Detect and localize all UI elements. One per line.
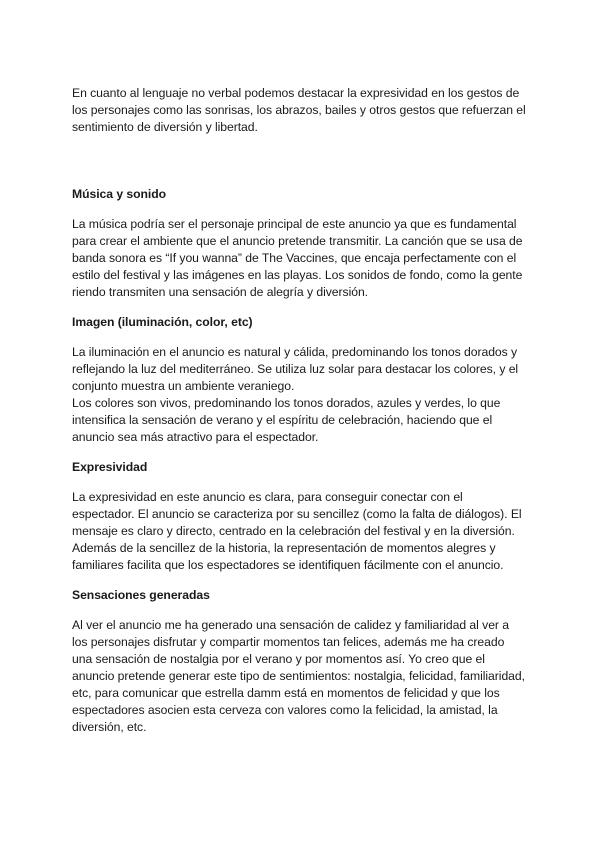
- text-line: banda sonora es “If you wanna” de The Vaccines, que encaja perfectamente con el: [72, 251, 517, 265]
- text-line: familiares facilita que los espectadores se identifiquen fácilmente con el anuncio.: [72, 558, 504, 572]
- text-line: estilo del festival y las imágenes en las playas. Los sonidos de fondo, como la gente: [72, 268, 523, 282]
- text-line: mensaje es claro y directo, centrado en la celebración del festival y en la diversión.: [72, 524, 515, 538]
- text-line: Además de la sencillez de la historia, la representación de momentos alegres y: [72, 541, 496, 555]
- text-line: intensifica la sensación de verano y el espíritu de celebración, haciendo que el: [72, 413, 493, 427]
- text-line: anuncio pretende generar este tipo de sentimientos: nostalgia, felicidad, familiaridad,: [72, 669, 525, 683]
- expresividad-paragraph: [72, 489, 534, 574]
- text-line: para crear el ambiente que el anuncio pretende transmitir. La canción que se usa de: [72, 234, 523, 248]
- imagen-paragraph: [72, 344, 534, 446]
- text-line: sentimiento de diversión y libertad.: [72, 120, 258, 134]
- heading-expresividad: Expresividad: [72, 460, 148, 474]
- text-line: etc, para comunicar que estrella damm está en momentos de felicidad y que los: [72, 686, 500, 700]
- document-page: [72, 85, 534, 736]
- text-line: una sensación de nostalgia por el verano y por momentos así. Yo creo que el: [72, 652, 485, 666]
- text-line: diversión, etc.: [72, 720, 147, 734]
- text-line: La expresividad en este anuncio es clara, para conseguir conectar con el: [72, 490, 463, 504]
- text-line: espectadores asocien esta cerveza con valores como la felicidad, la amistad, la: [72, 703, 498, 717]
- text-line: los personajes como las sonrisas, los abrazos, bailes y otros gestos que refuerzan el: [72, 103, 526, 117]
- sensaciones-paragraph: [72, 617, 534, 736]
- text-line: La música podría ser el personaje principal de este anuncio ya que es fundamental: [72, 217, 517, 231]
- text-line: los personajes disfrutar y compartir momentos tan felices, además me ha creado: [72, 635, 505, 649]
- text-line: La iluminación en el anuncio es natural y cálida, predominando los tonos dorados y: [72, 345, 518, 359]
- text-line: anuncio sea más atractivo para el espectador.: [72, 430, 319, 444]
- text-line: espectador. El anuncio se caracteriza por su sencillez (como la falta de diálogos). El: [72, 507, 522, 521]
- text-line: reflejando la luz del mediterráneo. Se utiliza luz solar para destacar los colores, y el: [72, 362, 519, 376]
- intro-paragraph: [72, 85, 534, 136]
- heading-imagen: Imagen (iluminación, color, etc): [72, 315, 253, 329]
- heading-sensaciones: Sensaciones generadas: [72, 588, 210, 602]
- text-line: conjunto muestra un ambiente veraniego.: [72, 379, 295, 393]
- heading-musica: Música y sonido: [72, 187, 167, 201]
- musica-paragraph: [72, 216, 534, 301]
- text-line: En cuanto al lenguaje no verbal podemos destacar la expresividad en los gestos de: [72, 86, 520, 100]
- text-line: riendo transmiten una sensación de alegría y diversión.: [72, 285, 369, 299]
- text-line: Los colores son vivos, predominando los tonos dorados, azules y verdes, lo que: [72, 396, 501, 410]
- text-line: Al ver el anuncio me ha generado una sensación de calidez y familiaridad al ver a: [72, 618, 509, 632]
